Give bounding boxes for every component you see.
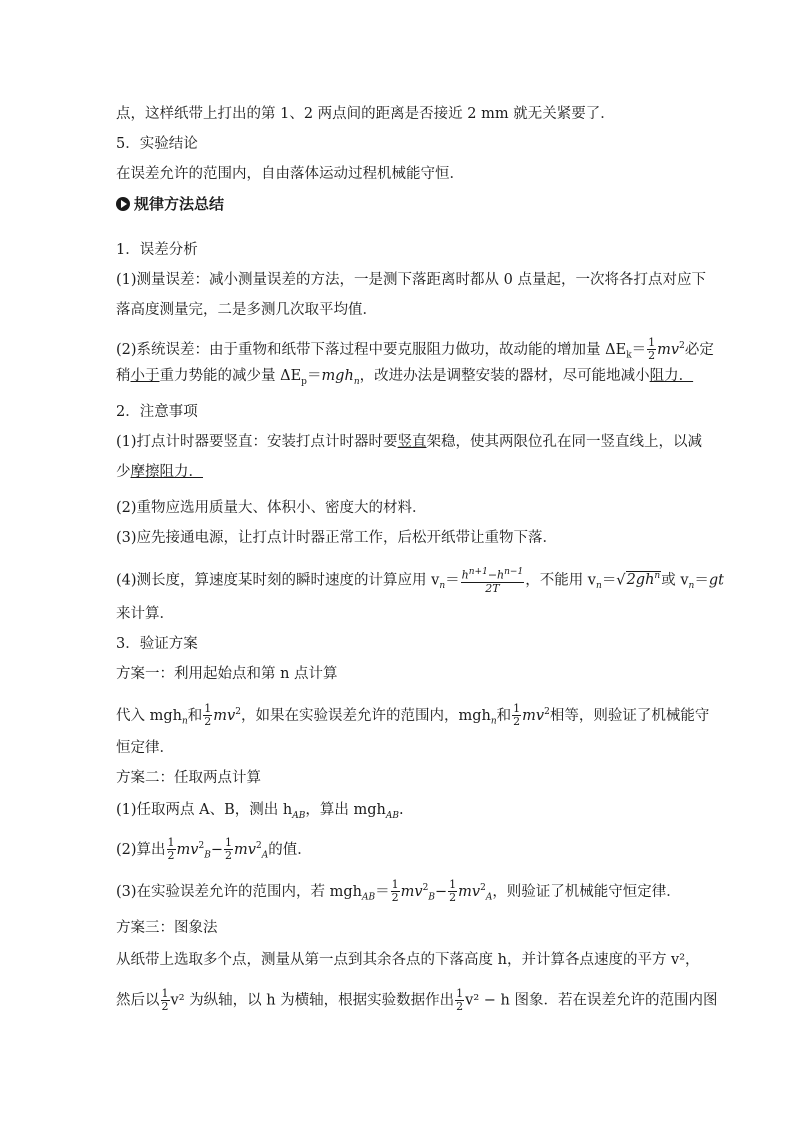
play-icon (116, 197, 130, 211)
text-run: ，则验证了机械能守恒定律． (492, 883, 681, 900)
text-line: (4)测长度，算速度某时刻的瞬时速度的计算应用 $v_n=$ $\frac{h^{n+1}-h^{n-1}}{2T}$ ，不能用 $v_n=√2gh^n$或 $v_n=gt$ (116, 567, 724, 595)
text-line: 稍小于重力势能的减少量 $\Delta E_p=mgh_n$，改进办法是调整安装的器材，尽可能地减小阻力． (116, 368, 694, 387)
underlined-text: 摩擦阻力． (130, 464, 203, 480)
text-line: (1)任取两点 A、B，测出 $h_{AB}$，算出 mgh$_{AB}$. (116, 802, 404, 821)
text-run: (1)打点计时器要竖直：安装打点计时器时要 (116, 434, 398, 450)
text-line: (3)应先接通电源，让打点计时器正常工作，后松开纸带让重物下落． (116, 530, 558, 546)
underlined-text: 阻力． (649, 368, 694, 384)
fraction: $\frac{1}{2}$ (449, 878, 457, 905)
fraction: $\frac{1}{2}$ (648, 336, 656, 363)
text-run: 代入 mgh (116, 707, 182, 724)
text-run: ，算出 mgh (305, 802, 386, 818)
text-line: 点，这样纸带上打出的第 1、2 两点间的距离是否接近 2 mm 就无关紧要了． (116, 106, 615, 122)
underlined-text: 竖直 (397, 434, 427, 450)
text-run: 架稳，使其两限位孔在同一竖直线上，以减 (426, 434, 703, 450)
text-line: (1)测量误差：减小测量误差的方法，一是测下落距离时都从 0 点量起，一次将各打点对应下 (116, 272, 706, 288)
text-line: (3)在实验误差允许的范围内，若 mgh$_{AB}$＝ $\frac{1}{2}$ $mv^2_B-$ $\frac{1}{2}$ $mv^2_A$，则验证了机械能守恒定律． (116, 878, 681, 905)
text-run: ，不能用 v (525, 572, 597, 589)
text-line: 落高度测量完，二是多测几次取平均值． (116, 302, 377, 318)
fraction: $\frac{1}{2}$ (167, 836, 175, 863)
text-run: 然后以 (116, 992, 160, 1009)
section-heading-text: 规律方法总结 (134, 195, 225, 213)
subheading-precautions: 2．注意事项 (116, 404, 198, 420)
text-line (116, 988, 718, 1013)
fraction: $\frac{1}{2}$ (513, 702, 521, 729)
text-run: (2)算出 (116, 841, 166, 858)
text-run: 稍 (116, 368, 131, 384)
subheading-verification: 3．验证方案 (116, 636, 198, 652)
text-run: (1)任取两点 A、B，测出 h (116, 802, 293, 818)
text-run: (4)测长度，算速度某时刻的瞬时速度的计算应用 v (116, 572, 440, 589)
fraction: $\frac{1}{2}$ (225, 836, 233, 863)
text-run: (2)系统误差：由于重物和纸带下落过程中要克服阻力做功，故动能的增加量 ΔE (116, 341, 627, 358)
underlined-text: 小于 (130, 368, 160, 384)
text-line: 代入 mgh$_n$和 $\frac{1}{2}$ $mv^2$，如果在实验误差允许的范围内，mgh$_n$和 $\frac{1}{2}$ $mv^2$相等，则验证了机械能守 (116, 702, 710, 729)
text-line: 从纸带上选取多个点，测量从第一点到其余各点的下落高度 h，并计算各点速度的平方 v²， (116, 952, 700, 968)
text-line: 来计算． (116, 606, 174, 622)
text-run: (3)在实验误差允许的范围内，若 mgh (116, 883, 363, 900)
text-run: 或 v (661, 572, 689, 589)
text-line: 方案三：图象法 (116, 920, 218, 936)
fraction: $\frac{1}{2}$ (456, 987, 464, 1013)
text-run: 重力势能的减少量 ΔE (159, 368, 302, 384)
text-run: 的值． (268, 841, 312, 858)
text-run: v² − h 图象．若在误差允许的范围内图 (465, 992, 718, 1009)
fraction: $\frac{1}{2}$ (204, 702, 212, 729)
text-run: 和 (187, 707, 203, 724)
text-line: (2)算出 $\frac{1}{2}$ $mv^2_B-$ $\frac{1}{2}$ $mv^2_A$的值． (116, 836, 312, 863)
text-line (116, 432, 702, 452)
fraction: $\frac{1}{2}$ (391, 878, 399, 905)
subheading-error-analysis: 1．误差分析 (116, 242, 198, 258)
text-run: ，改进办法是调整安装的器材，尽可能地减小 (359, 368, 650, 384)
text-line: 恒定律． (116, 740, 174, 756)
text-run: 相等，则验证了机械能守 (549, 707, 710, 724)
subheading-conclusion: 5．实验结论 (116, 136, 198, 152)
text-run: 少 (116, 464, 131, 480)
text-run: 必定 (684, 341, 714, 358)
text-run: ，如果在实验误差允许的范围内，mgh (240, 707, 491, 724)
text-line (116, 462, 203, 482)
text-line: 方案二：任取两点计算 (116, 770, 261, 786)
fraction: $\frac{1}{2}$ (161, 987, 169, 1013)
section-heading (116, 194, 224, 214)
fraction: $\frac{h^{n+1}-h^{n-1}}{2T}$ (461, 567, 524, 595)
text-line: (2)系统误差：由于重物和纸带下落过程中要克服阻力做功，故动能的增加量 $\Delta E_k=$ $\frac{1}{2}$ $mv^2$必定 (116, 336, 714, 363)
text-run: v² 为纵轴，以 h 为横轴，根据实验数据作出 (170, 992, 455, 1009)
text-run: 和 (496, 707, 512, 724)
text-line: 在误差允许的范围内，自由落体运动过程机械能守恒． (116, 166, 464, 182)
text-line: 方案一：利用起始点和第 n 点计算 (116, 666, 338, 682)
text-line: (2)重物应选用质量大、体积小、密度大的材料． (116, 500, 427, 516)
